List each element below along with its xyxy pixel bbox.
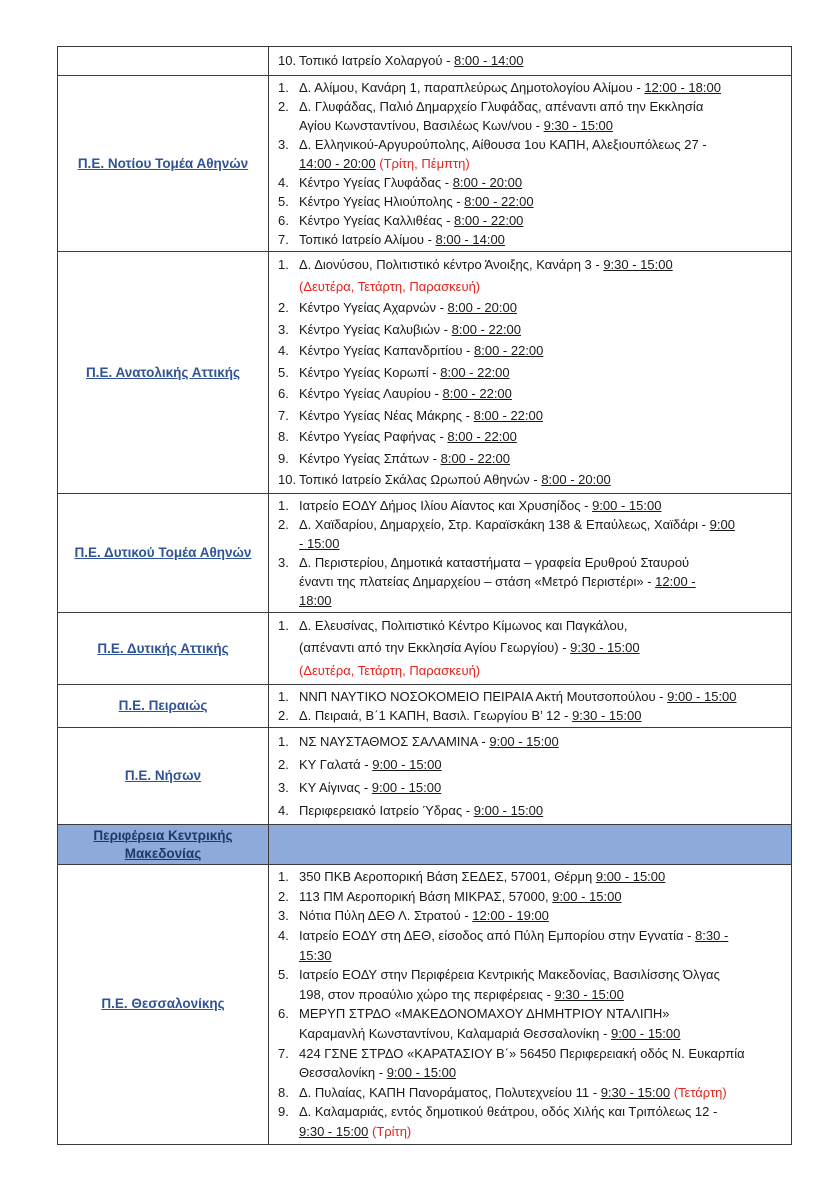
hours-text: 9:00 - 15:00 — [592, 498, 662, 513]
item-number: 10. — [278, 53, 297, 68]
location-text: Αγίου Κωνσταντίνου, Βασιλέως Κων/νου - — [299, 118, 544, 133]
location-text: 350 ΠΚΒ Αεροπορική Βάση ΣΕΔΕΣ, 57001, Θέρμη — [299, 869, 596, 885]
location-text: Ιατρείο ΕΟΔΥ στην Περιφέρεια Κεντρικής Μακεδονίας, Βασιλίσσης Όλγας — [299, 967, 720, 983]
hours-text: 8:00 - 14:00 — [435, 232, 505, 247]
item-text — [299, 799, 786, 822]
item-text — [299, 926, 786, 965]
item-number: 2. — [278, 888, 289, 904]
item-text — [299, 515, 786, 553]
item-number: 8. — [278, 429, 289, 445]
list-item — [269, 776, 786, 799]
hours-text: 9:00 - 15:00 — [489, 734, 559, 750]
locations-cell — [269, 613, 792, 685]
item-text — [299, 192, 786, 211]
item-number: 1. — [278, 689, 289, 705]
item-text — [299, 254, 786, 297]
locations-cell — [269, 494, 792, 613]
list-item — [269, 469, 786, 491]
region-cell — [58, 47, 269, 76]
location-text: Κέντρο Υγείας Σπάτων - — [299, 450, 441, 466]
locations-cell — [269, 728, 792, 825]
list-item — [269, 615, 786, 682]
hours-text: 9:00 - 15:00 — [371, 780, 442, 796]
region-cell — [58, 685, 269, 728]
list-item — [269, 887, 786, 907]
item-text — [299, 230, 786, 249]
hours-text: 8:00 - 20:00 — [541, 472, 611, 488]
list-item — [269, 867, 786, 887]
table-row — [58, 728, 792, 825]
days-note: (Δευτέρα, Τετάρτη, Παρασκευή) — [299, 278, 481, 294]
list-item — [269, 97, 786, 135]
item-text — [299, 753, 786, 776]
hours-text: 9:00 - 15:00 — [667, 689, 737, 705]
item-number: 2. — [278, 99, 289, 114]
location-text: Κέντρο Υγείας Νέας Μάκρης - — [299, 407, 474, 423]
hours-text: - 15:00 — [299, 536, 340, 551]
region-link[interactable]: Π.Ε. Ανατολικής Αττικής — [85, 364, 241, 380]
location-text: (απέναντι από την Εκκλησία Αγίου Γεωργίου) - — [299, 640, 571, 656]
item-text — [299, 496, 786, 515]
location-text: Δ. Πειραιά, Β΄1 ΚΑΠΗ, Βασιλ. Γεωργίου Β’ 12 - — [299, 708, 573, 724]
location-text: Τοπικό Ιατρείο Σκάλας Ωρωπού Αθηνών - — [299, 472, 542, 488]
list-item — [269, 51, 786, 71]
list-item — [269, 1083, 786, 1103]
list-item — [269, 173, 786, 192]
locations-cell — [269, 825, 792, 865]
location-text: Περιφερειακό Ιατρείο Ύδρας - — [299, 803, 474, 819]
list-item — [269, 687, 786, 706]
item-text — [299, 553, 786, 610]
location-text: ΜΕΡΥΠ ΣΤΡΔΟ «ΜΑΚΕΔΟΝΟΜΑΧΟΥ ΔΗΜΗΤΡΙΟΥ ΝΤΑΛΙΠΗ» — [299, 1006, 670, 1022]
item-number: 6. — [278, 213, 289, 228]
days-note: (Τρίτη) — [368, 1123, 412, 1139]
location-text: έναντι της πλατείας Δημαρχείου – στάση «Μετρό Περιστέρι» - — [299, 574, 656, 589]
list-item — [269, 1044, 786, 1083]
item-text — [299, 615, 786, 682]
item-number: 1. — [278, 734, 289, 750]
hours-text: 9:30 - 15:00 — [600, 1084, 671, 1100]
list-item — [269, 383, 786, 405]
item-text — [299, 362, 786, 384]
location-text: ΝΣ ΝΑΥΣΤΑΘΜΟΣ ΣΑΛΑΜΙΝΑ - — [299, 734, 490, 750]
schedule-table-body — [58, 47, 792, 1145]
location-text: Τοπικό Ιατρείο Χολαργού - — [299, 53, 455, 68]
item-number: 5. — [278, 364, 289, 380]
item-number: 2. — [278, 517, 289, 532]
hours-text: 12:00 - — [655, 574, 696, 589]
item-text — [299, 730, 786, 753]
item-number: 9. — [278, 450, 289, 466]
location-text: 424 ΓΣΝΕ ΣΤΡΔΟ «ΚΑΡΑΤΑΣΙΟΥ Β΄» 56450 Περιφερειακή οδός Ν. Ευκαρπία — [299, 1045, 745, 1061]
table-row — [58, 252, 792, 494]
list-item — [269, 965, 786, 1004]
document-page — [57, 46, 792, 1145]
item-number: 3. — [278, 908, 289, 924]
list-item — [269, 926, 786, 965]
item-number: 2. — [278, 300, 289, 316]
hours-text: 8:00 - 22:00 — [440, 364, 510, 380]
item-text — [299, 1102, 786, 1141]
item-number: 4. — [278, 175, 289, 190]
table-row — [58, 685, 792, 728]
item-number: 1. — [278, 869, 289, 885]
item-number: 6. — [278, 386, 289, 402]
hours-text: 9:00 - 15:00 — [386, 1065, 457, 1081]
hours-text: 8:00 - 22:00 — [474, 343, 544, 359]
location-text: Δ. Γλυφάδας, Παλιό Δημαρχείο Γλυφάδας, απέναντι από την Εκκλησία — [299, 99, 704, 114]
list-item — [269, 192, 786, 211]
item-number: 7. — [278, 407, 289, 423]
hours-text: 8:30 - — [695, 928, 729, 943]
item-text — [299, 776, 786, 799]
hours-text: 8:00 - 14:00 — [454, 53, 524, 68]
days-note: (Τετάρτη) — [670, 1084, 727, 1100]
item-text — [299, 448, 786, 470]
item-number: 7. — [278, 232, 289, 247]
location-text: Δ. Περιστερίου, Δημοτικά καταστήματα – γραφεία Ερυθρού Σταυρού — [299, 555, 690, 570]
locations-cell — [269, 685, 792, 728]
region-cell — [58, 613, 269, 685]
location-text: Κέντρο Υγείας Ηλιούπολης - — [299, 194, 465, 209]
region-link[interactable]: Π.Ε. Δυτικού Τομέα Αθηνών — [74, 545, 252, 560]
item-text — [299, 1004, 786, 1043]
schedule-table — [57, 46, 792, 1145]
item-text — [299, 867, 786, 887]
table-row — [58, 494, 792, 613]
hours-text: 8:00 - 22:00 — [464, 194, 534, 209]
location-text: Δ. Ελευσίνας, Πολιτιστικό Κέντρο Κίμωνος και Παγκάλου, — [299, 618, 628, 633]
banner-row — [58, 825, 792, 865]
hours-text: 12:00 - 19:00 — [472, 908, 549, 924]
hours-text: 9:00 - 15:00 — [372, 757, 442, 773]
list-item — [269, 78, 786, 97]
location-text: Καραμανλή Κωνσταντίνου, Καλαμαριά Θεσσαλονίκη - — [299, 1025, 611, 1041]
location-text: Κέντρο Υγείας Κορωπί - — [299, 364, 441, 380]
item-text — [299, 426, 786, 448]
list-item — [269, 753, 786, 776]
location-text: 198, στον προαύλιο χώρο της περιφέρειας - — [299, 986, 555, 1002]
item-number: 5. — [278, 194, 289, 209]
table-row — [58, 76, 792, 252]
item-text — [299, 51, 786, 71]
item-text — [299, 687, 786, 706]
region-link[interactable]: Π.Ε. Νήσων — [124, 768, 202, 784]
days-note: (Τρίτη, Πέμπτη) — [375, 156, 470, 171]
item-number: 1. — [278, 257, 289, 273]
item-number: 4. — [278, 803, 289, 819]
location-text: Δ. Πυλαίας, ΚΑΠΗ Πανοράματος, Πολυτεχνείου 11 - — [299, 1084, 601, 1100]
region-cell — [58, 494, 269, 613]
banner-title: Περιφέρεια Κεντρικής Μακεδονίας — [93, 827, 233, 861]
item-text — [299, 1044, 786, 1083]
item-text — [299, 173, 786, 192]
hours-text: 9:30 - 15:00 — [603, 257, 673, 273]
list-item — [269, 515, 786, 553]
hours-text: 8:00 - 22:00 — [442, 386, 512, 402]
location-text: Δ. Ελληνικού-Αργυρούπολης, Αίθουσα 1ου ΚΑΠΗ, Αλεξιουπόλεως 27 - — [299, 137, 707, 152]
item-number: 2. — [278, 708, 289, 724]
location-text: Τοπικό Ιατρείο Αλίμου - — [299, 232, 436, 247]
item-number: 4. — [278, 928, 289, 943]
table-row — [58, 47, 792, 76]
item-text — [299, 887, 786, 907]
hours-text: 8:00 - 22:00 — [451, 321, 522, 337]
list-item — [269, 230, 786, 249]
list-item — [269, 362, 786, 384]
location-text: Κέντρο Υγείας Γλυφάδας - — [299, 175, 453, 190]
location-text: ΚΥ Γαλατά - — [299, 757, 373, 773]
location-text: 113 ΠΜ Αεροπορική Βάση ΜΙΚΡΑΣ, 57000, — [299, 888, 553, 904]
hours-text: 8:00 - 22:00 — [447, 429, 517, 445]
hours-text: 9:30 - 15:00 — [543, 118, 613, 133]
item-text — [299, 211, 786, 230]
location-text: Κέντρο Υγείας Αχαρνών - — [299, 300, 448, 316]
hours-text: 9:00 - 15:00 — [473, 803, 544, 819]
region-cell — [58, 865, 269, 1144]
item-text — [299, 965, 786, 1004]
list-item — [269, 135, 786, 173]
region-link[interactable]: Π.Ε. Δυτικής Αττικής — [97, 640, 229, 656]
item-number: 7. — [278, 1045, 289, 1061]
list-item — [269, 906, 786, 926]
hours-text: 9:30 - 15:00 — [554, 986, 624, 1002]
location-text: Κέντρο Υγείας Καλυβιών - — [299, 321, 452, 337]
list-item — [269, 448, 786, 470]
item-text — [299, 405, 786, 427]
region-link[interactable]: Π.Ε. Πειραιώς — [118, 698, 208, 714]
item-number: 3. — [278, 780, 289, 796]
list-item — [269, 405, 786, 427]
region-cell — [58, 825, 269, 865]
hours-text: 8:00 - 20:00 — [447, 300, 517, 316]
item-text — [299, 319, 786, 341]
location-text: Κέντρο Υγείας Καπανδριτίου - — [299, 343, 474, 359]
locations-cell — [269, 865, 792, 1144]
item-number: 5. — [278, 967, 289, 983]
item-text — [299, 97, 786, 135]
locations-cell — [269, 252, 792, 494]
location-text: Κέντρο Υγείας Καλλιθέας - — [299, 213, 455, 228]
item-number: 9. — [278, 1104, 289, 1120]
region-cell — [58, 252, 269, 494]
item-text — [299, 469, 786, 491]
list-item — [269, 1004, 786, 1043]
location-text: Νότια Πύλη ΔΕΘ Λ. Στρατού - — [299, 908, 473, 924]
item-number: 10. — [278, 472, 297, 488]
hours-text: 9:00 - 15:00 — [595, 869, 666, 885]
location-text: Δ. Χαϊδαρίου, Δημαρχείο, Στρ. Καραϊσκάκη 138 & Επαύλεως, Χαϊδάρι - — [299, 517, 710, 532]
item-number: 3. — [278, 555, 289, 570]
list-item — [269, 254, 786, 297]
location-text: Θεσσαλονίκη - — [299, 1065, 387, 1081]
item-number: 8. — [278, 1084, 289, 1100]
hours-text: 8:00 - 20:00 — [452, 175, 523, 190]
hours-text: 9:00 — [709, 517, 735, 532]
region-cell — [58, 76, 269, 252]
list-item — [269, 799, 786, 822]
hours-text: 9:00 - 15:00 — [610, 1025, 681, 1041]
locations-cell — [269, 47, 792, 76]
days-note: (Δευτέρα, Τετάρτη, Παρασκευή) — [299, 662, 481, 678]
hours-text: 9:30 - 15:00 — [299, 1123, 369, 1139]
hours-text: 8:00 - 22:00 — [454, 213, 524, 228]
list-item — [269, 553, 786, 610]
item-text — [299, 706, 786, 725]
region-link[interactable]: Π.Ε. Νοτίου Τομέα Αθηνών — [77, 155, 249, 171]
item-text — [299, 906, 786, 926]
hours-text: 9:30 - 15:00 — [570, 640, 640, 656]
location-text: Δ. Διονύσου, Πολιτιστικό κέντρο Άνοιξης, Κανάρη 3 - — [299, 257, 604, 273]
location-text: Κέντρο Υγείας Λαυρίου - — [299, 386, 443, 402]
location-text: Ιατρείο ΕΟΔΥ Δήμος Ιλίου Αίαντος και Χρυσηίδος - — [299, 498, 593, 513]
region-link[interactable]: Π.Ε. Θεσσαλονίκης — [101, 996, 225, 1012]
list-item — [269, 496, 786, 515]
item-number: 4. — [278, 343, 289, 359]
location-text: ΚΥ Αίγινας - — [299, 780, 372, 796]
hours-text: 18:00 — [299, 593, 332, 608]
hours-text: 8:00 - 22:00 — [440, 450, 510, 466]
list-item — [269, 426, 786, 448]
item-number: 6. — [278, 1006, 289, 1022]
table-row — [58, 865, 792, 1144]
hours-text: 8:00 - 22:00 — [473, 407, 543, 423]
location-text: Δ. Καλαμαριάς, εντός δημοτικού θεάτρου, οδός Χιλής και Τριπόλεως 12 - — [299, 1104, 718, 1120]
location-text: ΝΝΠ ΝΑΥΤΙΚΟ ΝΟΣΟΚΟΜΕΙΟ ΠΕΙΡΑΙΑ Ακτή Μουτσοπούλου - — [299, 689, 668, 705]
table-row — [58, 613, 792, 685]
item-text — [299, 78, 786, 97]
item-text — [299, 297, 786, 319]
item-text — [299, 383, 786, 405]
list-item — [269, 319, 786, 341]
list-item — [269, 706, 786, 725]
location-text: Κέντρο Υγείας Ραφήνας - — [299, 429, 448, 445]
list-item — [269, 730, 786, 753]
region-cell — [58, 728, 269, 825]
list-item — [269, 211, 786, 230]
list-item — [269, 340, 786, 362]
hours-text: 9:00 - 15:00 — [552, 888, 622, 904]
hours-text: 14:00 - 20:00 — [299, 156, 376, 171]
item-number: 3. — [278, 321, 289, 337]
item-text — [299, 135, 786, 173]
item-number: 1. — [278, 618, 289, 633]
item-number: 1. — [278, 80, 289, 95]
list-item — [269, 297, 786, 319]
hours-text: 12:00 - 18:00 — [644, 80, 721, 95]
location-text: Δ. Αλίμου, Κανάρη 1, παραπλεύρως Δημοτολογίου Αλίμου - — [299, 80, 645, 95]
list-item — [269, 1102, 786, 1141]
item-text — [299, 340, 786, 362]
item-text — [299, 1083, 786, 1103]
hours-text: 15:30 — [299, 947, 332, 963]
item-number: 3. — [278, 137, 289, 152]
location-text: Ιατρείο ΕΟΔΥ στη ΔΕΘ, είσοδος από Πύλη Εμπορίου στην Εγνατία - — [299, 928, 696, 943]
item-number: 2. — [278, 757, 289, 773]
hours-text: 9:30 - 15:00 — [572, 708, 642, 724]
item-number: 1. — [278, 498, 289, 513]
locations-cell — [269, 76, 792, 252]
